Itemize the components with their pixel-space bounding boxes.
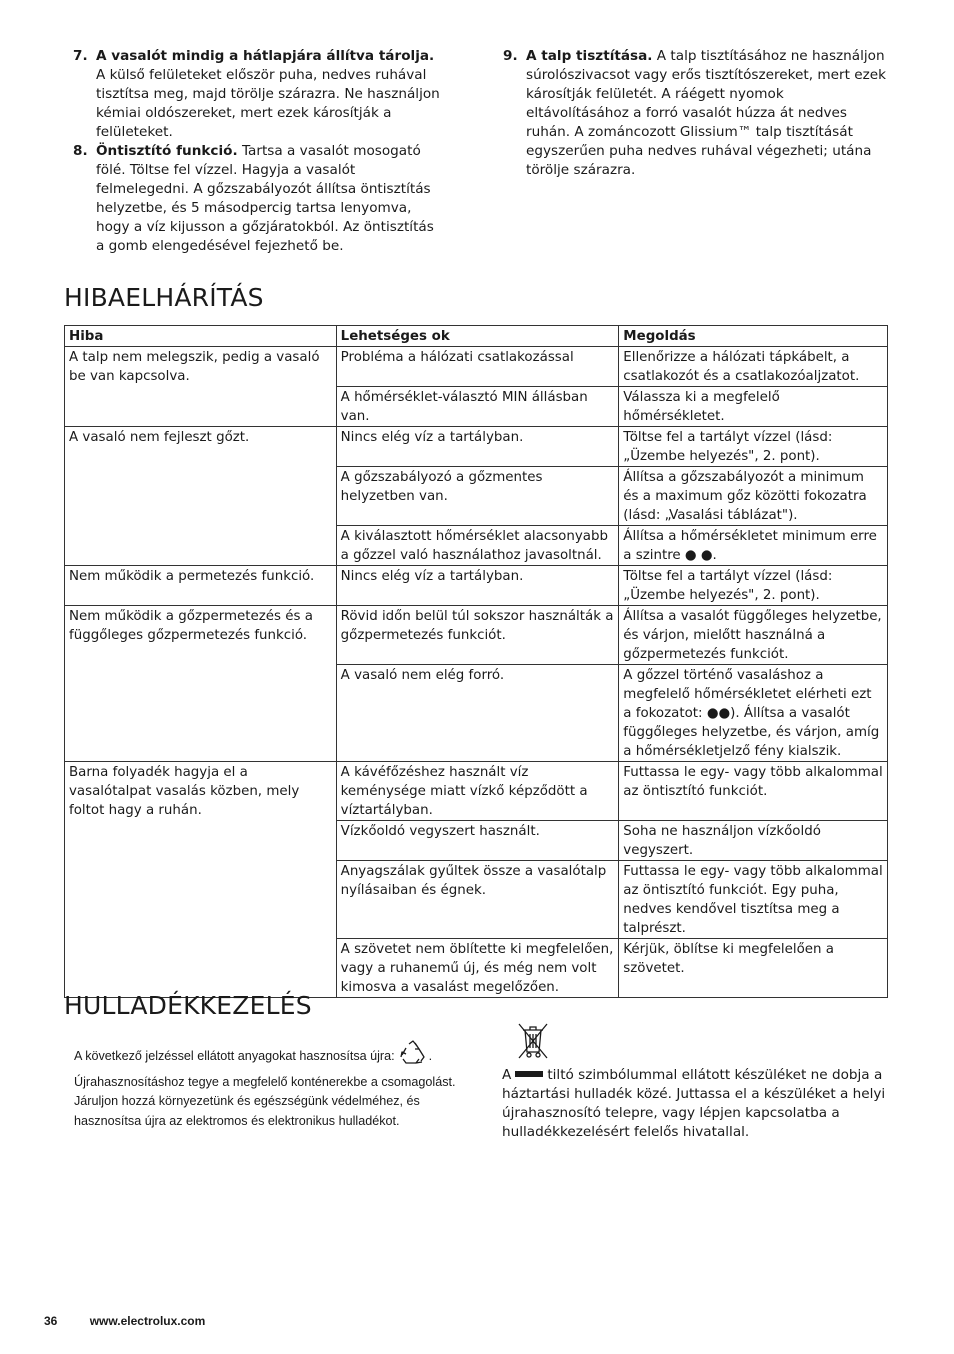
recycle-icon [398,1040,428,1073]
disposal-weee-text [502,1022,888,1142]
table-row [65,606,888,665]
solution-cell: Ellenőrizze a hálózati tápkábelt, a csatlakozót és a csatlakozóaljzatot. [619,347,888,387]
solution-cell: A gőzzel történő vasaláshoz a megfelelő hőmérsékletet elérheti ezt a fokozatot: ●●). Állítsa a vasalót függőleges helyzetbe, és várjon, amíg a hőmérsékletjelző fény kialszik. [619,665,888,762]
problem-cell: A talp nem melegszik, pedig a vasaló be van kapcsolva. [65,347,337,427]
cause-cell: Vízkőoldó vegyszert használt. [336,821,619,861]
bar-symbol-icon [515,1071,543,1077]
recycling-text-after: . Újrahasznosításhoz tegye a megfelelő konténerekbe a csomagolást. Járuljon hozzá környezetünk és egészségünk védelméhez, és hasznosítsa újra az elektromos és elektronikus hulladékot. [74,1049,456,1128]
solution-cell: Kérjük, öblítse ki megfelelően a szövetet. [619,939,888,998]
table-row [65,762,888,821]
header-solution: Megoldás [619,326,888,347]
table-row [65,427,888,467]
instruction-item [70,47,442,142]
cause-cell: A kiválasztott hőmérséklet alacsonyabb a gőzzel való használathoz javasoltnál. [336,526,619,566]
page-number: 36 [44,1314,58,1328]
cause-cell: A hőmérséklet-választó MIN állásban van. [336,387,619,427]
cause-cell: A kávéfőzéshez használt víz keménysége miatt vízkő képződött a víztartályban. [336,762,619,821]
solution-cell: Töltse fel a tartályt vízzel (lásd: „Üzembe helyezés", 2. pont). [619,427,888,467]
item-number: 8. [73,143,88,159]
problem-cell: Nem működik a permetezés funkció. [65,566,337,606]
solution-cell: Soha ne használjon vízkőoldó vegyszert. [619,821,888,861]
troubleshooting-table [64,325,888,998]
item-title: A vasalót mindig a hátlapjára állítva tárolja. [96,48,435,64]
solution-cell: Töltse fel a tartályt vízzel (lásd: „Üzembe helyezés", 2. pont). [619,566,888,606]
instructions-left [70,47,442,256]
item-text: A talp tisztításához ne használjon súrolószivacsot vagy erős tisztítószereket, mert ezek károsítják felületét. A ráégett nyomok eltávolításához a forró vasalót húzza át nedves ruhán. A zománcozott Glissium™ talp tisztítását egyszerűen puha nedves ruhával végezheti; utána törölje szárazra. [526,48,886,178]
solution-cell: Állítsa a vasalót függőleges helyzetbe, és várjon, mielőtt használná a gőzpermetezés funkciót. [619,606,888,665]
problem-cell: Barna folyadék hagyja el a vasalótalpat vasalás közben, mely foltot hagy a ruhán. [65,762,337,998]
instruction-item [500,47,888,180]
solution-cell: Futtassa le egy- vagy több alkalommal az öntisztító funkciót. Egy puha, nedves kendővel tisztítsa meg a talprészt. [619,861,888,939]
table-header-row [65,326,888,347]
solution-cell: Válassza ki a megfelelő hőmérsékletet. [619,387,888,427]
cause-cell: Anyagszálak gyűltek össze a vasalótalp nyílásaiban és égnek. [336,861,619,939]
solution-cell: Állítsa a hőmérsékletet minimum erre a szintre ● ●. [619,526,888,566]
cause-cell: A gőzszabályozó a gőzmentes helyzetben van. [336,467,619,526]
cause-cell: Probléma a hálózati csatlakozással [336,347,619,387]
item-number: 9. [503,48,518,64]
problem-cell: A vasaló nem fejleszt gőzt. [65,427,337,566]
item-text: A külső felületeket először puha, nedves ruhával tisztítsa meg, majd törölje szárazra. Ne használjon kémiai oldószereket, mert ezek károsítják a felületeket. [96,67,440,140]
solution-cell: Futtassa le egy- vagy több alkalommal az öntisztító funkciót. [619,762,888,821]
instruction-item [70,142,442,256]
problem-cell: Nem működik a gőzpermetezés és a függőleges gőzpermetezés funkció. [65,606,337,762]
table-row [65,566,888,606]
header-cause: Lehetséges ok [336,326,619,347]
cause-cell: A vasaló nem elég forró. [336,665,619,762]
cause-cell: Rövid időn belül túl sokszor használták a gőzpermetezés funkciót. [336,606,619,665]
crossed-bin-icon [515,1022,888,1066]
weee-text-before: A [502,1067,512,1083]
table-row [65,347,888,387]
cause-cell: Nincs elég víz a tartályban. [336,427,619,467]
item-title: Öntisztító funkció. [96,143,238,159]
section-title-troubleshooting: HIBAELHÁRÍTÁS [64,283,264,312]
instructions-right [500,47,888,180]
weee-text-after: tiltó szimbólummal ellátott készüléket ne dobja a háztartási hulladék közé. Juttassa el a készüléket a helyi újrahasznosító telepre, vagy lépjen kapcsolatba a hulladékkezelésért felelős hivatallal. [502,1067,886,1140]
disposal-recycling-text [74,1040,458,1131]
header-problem: Hiba [65,326,337,347]
item-text: Tartsa a vasalót mosogató fölé. Töltse fel vízzel. Hagyja a vasalót felmelegedni. A gőzszabályozót állítsa öntisztítás helyzetbe, és 5 másodpercig tartsa lenyomva, hogy a víz kijusson a gőzjáratokból. Az öntisztítás a gomb elengedésével fejezhető be. [96,143,434,254]
item-number: 7. [73,48,88,64]
cause-cell: A szövetet nem öblítette ki megfelelően, vagy a ruhanemű új, és még nem volt kimosva a vasalást megelőzően. [336,939,619,998]
item-title: A talp tisztítása. [526,48,653,64]
footer-url[interactable]: www.electrolux.com [89,1314,206,1328]
page-footer [44,1314,205,1328]
section-title-disposal: HULLADÉKKEZELÉS [64,991,312,1020]
solution-cell: Állítsa a gőzszabályozót a minimum és a maximum gőz közötti fokozatra (lásd: „Vasalási táblázat"). [619,467,888,526]
recycling-text-before: A következő jelzéssel ellátott anyagokat hasznosítsa újra: [74,1049,395,1063]
cause-cell: Nincs elég víz a tartályban. [336,566,619,606]
